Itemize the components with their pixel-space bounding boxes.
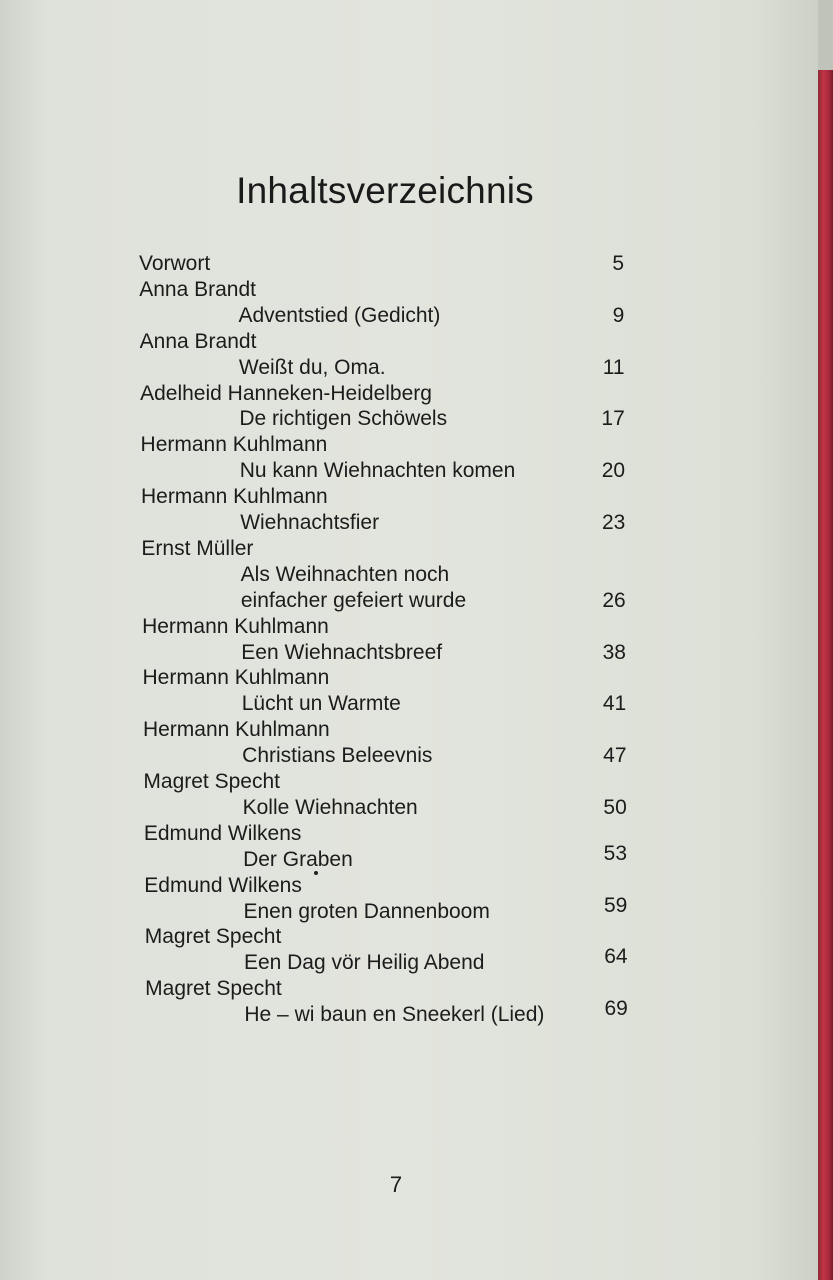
toc-author: Hermann Kuhlmann (142, 666, 330, 690)
toc-author: Edmund Wilkens (144, 873, 302, 897)
toc-page-number: 26 (602, 588, 626, 612)
ink-speck (314, 871, 318, 875)
toc-author: Ernst Müller (141, 536, 254, 560)
toc-page-number: 23 (601, 511, 626, 534)
toc-page-number: 64 (604, 945, 628, 969)
toc-entry-title: Adventstied (Gedicht) (238, 303, 441, 327)
toc-entry-title: Weißt du, Oma. (238, 355, 386, 379)
toc-page-number: 38 (602, 640, 626, 664)
page-title: Inhaltsverzeichnis (236, 170, 534, 211)
toc-author: Vorwort (139, 252, 211, 275)
toc-author: Hermann Kuhlmann (142, 718, 330, 742)
toc-author: Hermann Kuhlmann (142, 614, 329, 638)
toc-entry-title: Wiehnachtsfier (240, 511, 380, 534)
toc-page-number: 47 (603, 744, 627, 768)
toc-author: Adelheid Hanneken-Heidelberg (140, 381, 432, 405)
toc-page-number: 41 (602, 692, 627, 716)
background-edge (818, 0, 833, 70)
toc-entry-title: Als Weihnachten noch (240, 562, 450, 586)
toc-entry-title: Der Graben (243, 847, 353, 871)
toc-entry-title: De richtigen Schöwels (239, 407, 448, 431)
toc-author: Edmund Wilkens (143, 821, 302, 845)
toc-page-number: 20 (601, 459, 626, 483)
toc-entry-title: Enen groten Dannenboom (243, 899, 490, 923)
toc-page-number: 50 (603, 795, 627, 819)
toc-page-number: 11 (602, 355, 625, 379)
toc-author: Hermann Kuhlmann (140, 485, 328, 509)
toc-author: Anna Brandt (139, 277, 256, 301)
toc-author: Anna Brandt (139, 329, 257, 353)
toc-author: Magret Specht (143, 770, 280, 793)
toc-entry-title: Een Wiehnachtsbreef (241, 640, 443, 664)
toc-page-number: 59 (603, 893, 628, 917)
page-number: 7 (389, 1172, 403, 1197)
book-cover-edge (818, 0, 833, 1280)
toc-page-number: 5 (612, 252, 624, 275)
toc-entry-title: Een Dag vör Heilig Abend (243, 951, 485, 975)
toc-page-number: 53 (603, 841, 628, 865)
toc-entry-title: Christians Beleevnis (242, 744, 433, 768)
toc-entry-title: Nu kann Wiehnachten komen (239, 459, 516, 483)
toc-page-number: 69 (604, 997, 628, 1021)
toc-author: Magret Specht (144, 925, 282, 949)
toc-entry-title: einfacher gefeiert wurde (240, 588, 467, 612)
toc-entry-title: Lücht un Warmte (241, 692, 401, 716)
toc-author: Magret Specht (145, 977, 282, 1001)
toc-author: Hermann Kuhlmann (140, 433, 328, 457)
toc-entry-title: He – wi baun en Sneekerl (Lied) (244, 1003, 545, 1027)
toc-entry-title: Kolle Wiehnachten (242, 795, 418, 819)
toc-page-number: 9 (612, 303, 625, 327)
toc-page-number: 17 (601, 407, 625, 431)
